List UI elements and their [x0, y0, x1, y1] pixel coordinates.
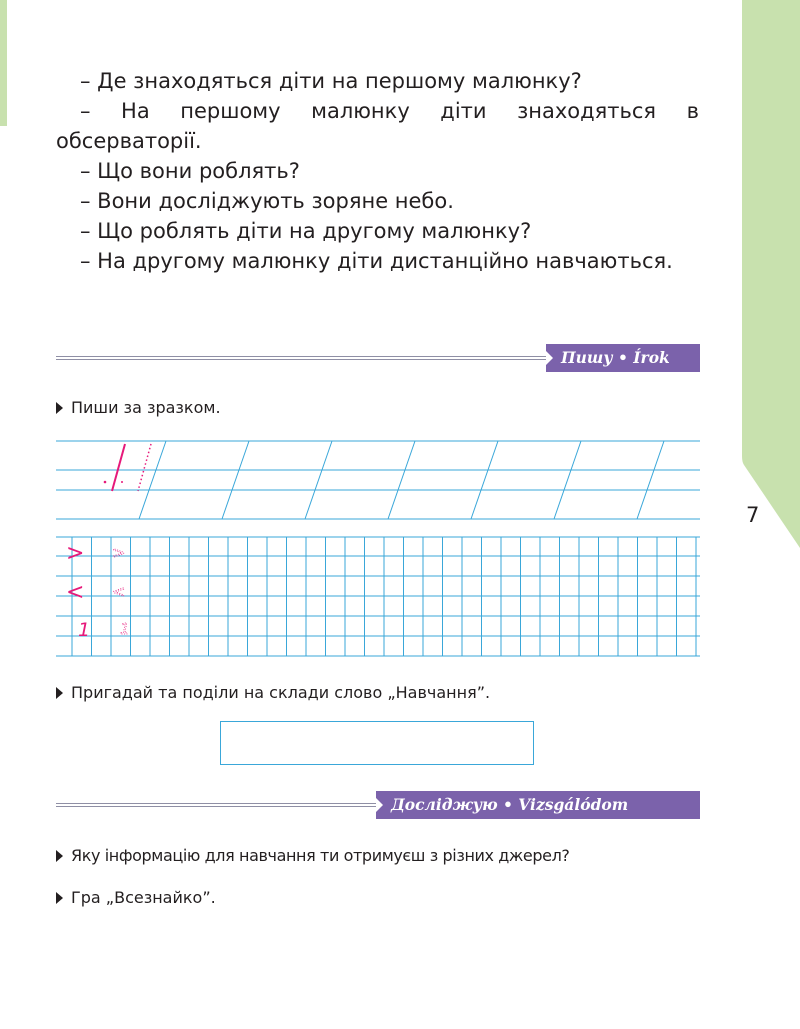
- sample-less-than-dotted: <: [112, 582, 126, 601]
- section-divider: [56, 356, 546, 360]
- dialogue-line: – Вони досліджують зоряне небо.: [80, 189, 454, 213]
- play-bullet-icon: [56, 850, 63, 862]
- answer-box[interactable]: [220, 721, 534, 765]
- task-syllables: Пригадай та поділи на склади слово „Навчання”.: [56, 683, 490, 702]
- task-info-sources: Яку інформацію для навчання ти отримуєш з різних джерел?: [56, 846, 570, 865]
- page-number: 7: [746, 503, 760, 527]
- dialogue-text: [56, 66, 699, 276]
- section-divider: [56, 803, 376, 807]
- dialogue-line: – Що роблять діти на другому малюнку?: [80, 219, 532, 243]
- section-title: Досліджую • Vizsgálódom: [391, 795, 629, 814]
- sample-slanted-stroke: [112, 444, 125, 491]
- sample-less-than: <: [66, 580, 85, 605]
- sample-greater-than: >: [66, 541, 85, 566]
- sample-one: 1: [78, 619, 91, 641]
- play-bullet-icon: [56, 892, 63, 904]
- section-badge-research: [376, 791, 700, 819]
- dialogue-line: – Де знаходяться діти на першому малюнку?: [80, 69, 582, 93]
- left-margin-bar: [0, 0, 7, 126]
- badge-arrow-icon: [376, 798, 383, 812]
- sample-one-dotted: 1: [120, 620, 130, 638]
- sample-greater-than-dotted: >: [112, 543, 126, 562]
- task-game: Гра „Всезнайко”.: [56, 888, 216, 907]
- play-bullet-icon: [56, 402, 63, 414]
- writing-grid: [56, 438, 700, 660]
- dialogue-line: – На другому малюнку діти дистанційно навчаються.: [80, 249, 673, 273]
- section-badge-write: [546, 344, 700, 372]
- dialogue-line: – На першому малюнку діти знаходяться в обсерваторії.: [56, 99, 699, 153]
- side-tab: [742, 0, 800, 548]
- task-write-sample: Пиши за зразком.: [56, 398, 221, 417]
- dialogue-line: – Що вони роблять?: [80, 159, 300, 183]
- play-bullet-icon: [56, 687, 63, 699]
- sample-slanted-dotted: [138, 444, 151, 491]
- section-title: Пишу • Írok: [561, 348, 670, 367]
- badge-arrow-icon: [546, 351, 553, 365]
